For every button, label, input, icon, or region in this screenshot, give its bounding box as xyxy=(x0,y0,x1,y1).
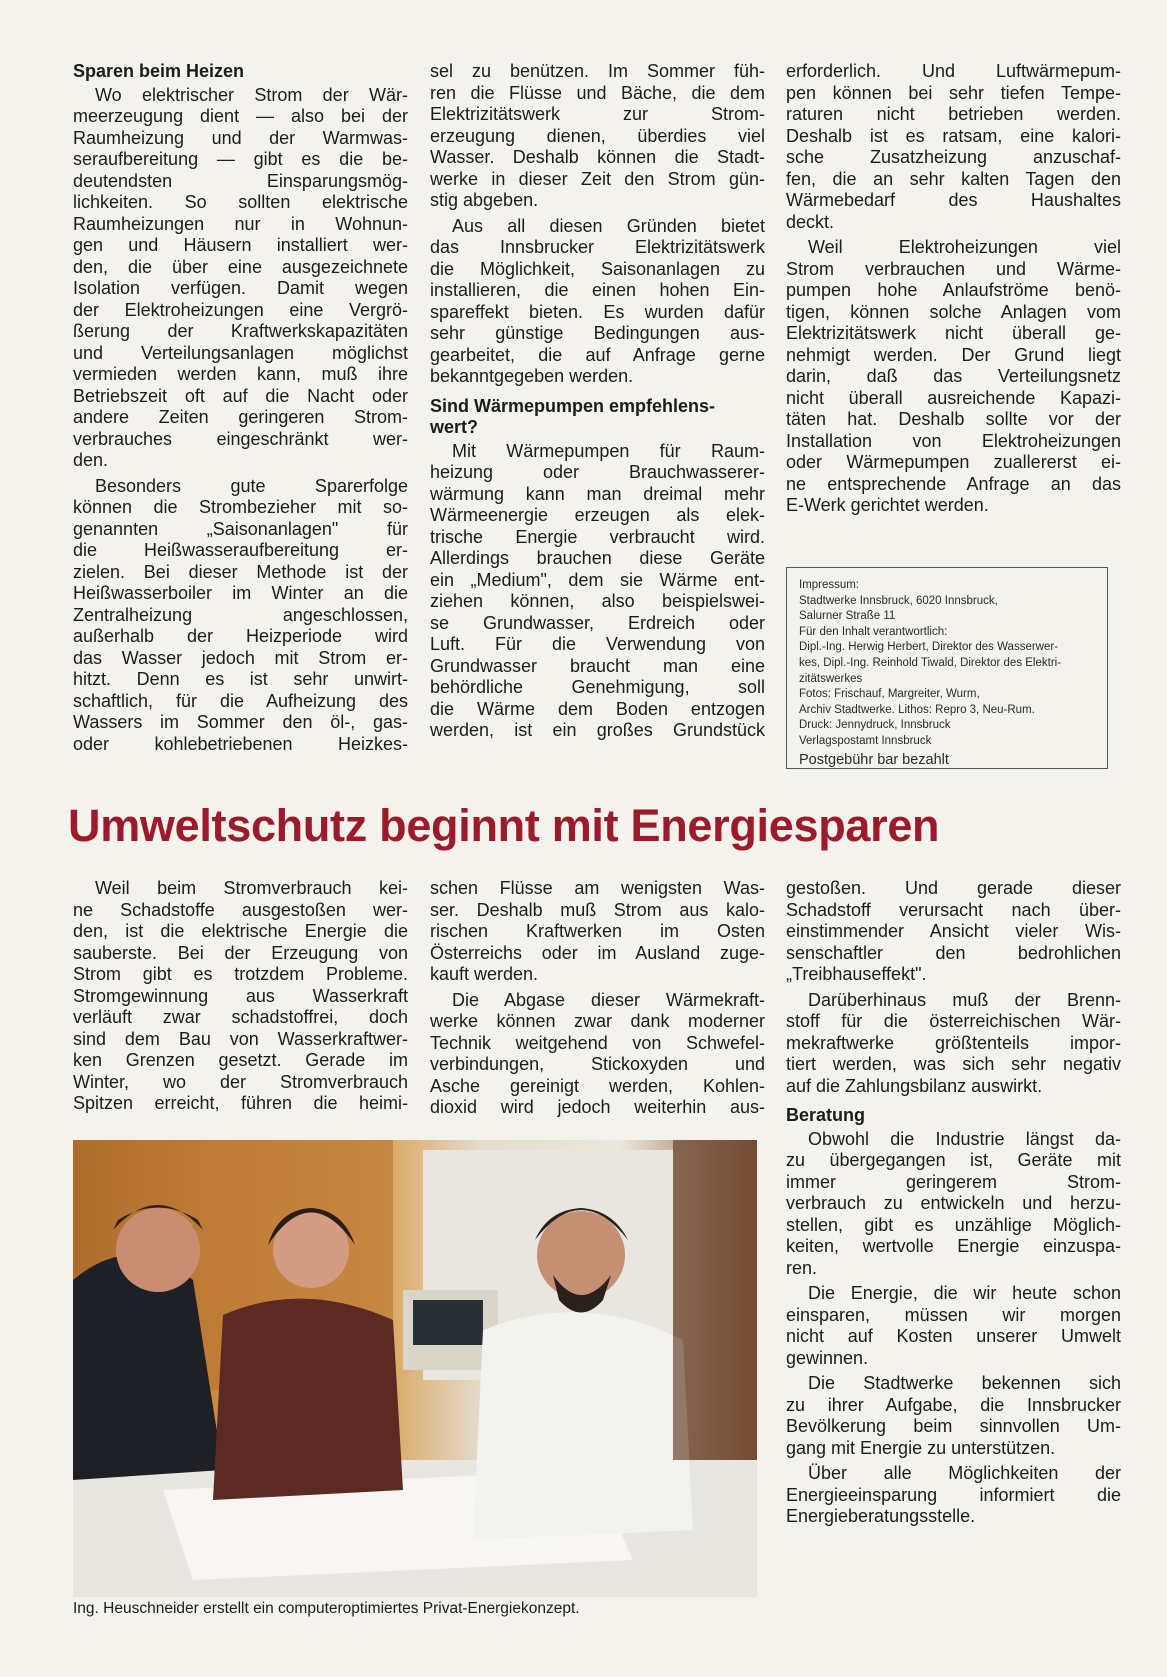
text-line: keiten, wertvolle Energie einzuspa- xyxy=(786,1236,1121,1256)
text-line: gang mit Energie zu unterstützen. xyxy=(786,1437,1056,1458)
paragraph xyxy=(73,476,408,756)
text-line: Luft. Für die Verwendung von xyxy=(430,634,765,654)
text-line: gestoßen. Und gerade dieser xyxy=(786,878,1121,898)
text-line: Spitzen erreicht, führen die heimi- xyxy=(73,1093,408,1113)
impressum-line: Salurner Straße 11 xyxy=(799,610,896,623)
text-line: trische Energie verbraucht wird. xyxy=(430,526,765,547)
article-column-4 xyxy=(73,878,408,1119)
text-line: Mit Wärmepumpen für Raum- xyxy=(452,440,765,461)
text-line: deckt. xyxy=(786,211,835,232)
article-column-3 xyxy=(786,61,1121,521)
text-line: Wassers im Sommer den öl-, gas- xyxy=(73,712,408,732)
text-line: den, ist die elektrische Energie die xyxy=(73,921,408,941)
text-line: stoff für die österreichischen Wär- xyxy=(786,1011,1121,1031)
text-line: ken Grenzen gesetzt. Gerade im xyxy=(73,1050,408,1070)
text-line: werke in dieser Zeit den Strom gün- xyxy=(430,168,765,189)
text-line: Raumheizungen nur in Wohnun- xyxy=(73,213,408,234)
text-line: Sind Wärmepumpen empfehlens- xyxy=(430,395,716,416)
text-line: mekraftwerke größtenteils impor- xyxy=(786,1032,1121,1053)
text-line: die Heißwasseraufbereitung er- xyxy=(73,540,408,560)
text-line: täten hat. Deshalb sollte vor der xyxy=(786,409,1121,429)
paragraph xyxy=(73,878,408,1115)
text-line: verläuft zwar schadstoffrei, doch xyxy=(73,1007,408,1027)
impressum-line: Archiv Stadtwerke. Lithos: Repro 3, Neu-Rum. xyxy=(799,703,1035,716)
postage-note: Postgebühr bar bezahlt xyxy=(799,751,949,768)
text-line: ne Schadstoffe ausgestoßen wer- xyxy=(73,899,408,920)
text-line: Sparen beim Heizen xyxy=(73,61,245,81)
text-line: das Wasser jedoch mit Strom er- xyxy=(73,647,408,668)
text-line: Isolation verfügen. Damit wegen xyxy=(73,278,408,298)
text-line: Strom verbrauchen und Wärme- xyxy=(786,258,1121,279)
impressum-line: Fotos: Frischauf, Margreiter, Wurm, xyxy=(799,688,980,701)
text-line: ren. xyxy=(786,1257,818,1278)
text-line: Wärmebedarf des Haushaltes xyxy=(786,190,1121,210)
text-line: Elektrizitätswerk zur Strom- xyxy=(430,104,765,124)
text-line: Besonders gute Sparerfolge xyxy=(95,475,408,496)
text-line: nehmigt werden. Der Grund liegt xyxy=(786,344,1121,365)
impressum-line: Impressum: xyxy=(799,579,860,591)
text-line: außerhalb der Heizperiode wird xyxy=(73,626,408,646)
text-line: Über alle Möglichkeiten der xyxy=(808,1463,1121,1483)
text-line: heizung oder Brauchwasserer- xyxy=(430,462,765,482)
text-line: Energieeinsparung informiert die xyxy=(786,1484,1121,1505)
section-heading xyxy=(430,396,765,439)
text-line: se Grundwasser, Erdreich oder xyxy=(430,612,765,633)
paragraph xyxy=(430,216,765,388)
text-line: Obwohl die Industrie längst da- xyxy=(808,1128,1121,1149)
text-line: darin, daß das Verteilungsnetz xyxy=(786,366,1121,386)
photo-caption: Ing. Heuschneider erstellt ein computeroptimiertes Privat-Energiekonzept. xyxy=(73,1600,580,1617)
text-line: vermieden werden kann, muß ihre xyxy=(73,364,408,384)
text-line: Betriebszeit oft auf die Nacht oder xyxy=(73,385,408,406)
text-line: deutendsten Einsparungsmög- xyxy=(73,170,408,191)
text-line: die Möglichkeit, Saisonanlagen zu xyxy=(430,258,765,279)
text-line: pumpen hohe Anlaufströme benö- xyxy=(786,280,1121,300)
text-line: sind dem Bau von Wasserkraftwer- xyxy=(73,1028,408,1049)
text-line: Asche gereinigt werden, Kohlen- xyxy=(430,1075,765,1096)
text-line: wärmung kann man dreimal mehr xyxy=(430,483,765,504)
text-line: die Wärme dem Boden entzogen xyxy=(430,698,765,719)
text-line: werden, ist ein großes Grundstück xyxy=(430,720,765,740)
paragraph xyxy=(786,1373,1121,1459)
text-line: zu ihrer Aufgabe, die Innsbrucker xyxy=(786,1394,1121,1415)
text-line: schen Flüsse am wenigsten Was- xyxy=(430,878,765,898)
text-line: bekanntgegeben werden. xyxy=(430,366,634,386)
text-line: andere Zeiten geringeren Strom- xyxy=(73,407,408,427)
text-line: ser. Deshalb muß Strom aus kalo- xyxy=(430,899,765,920)
text-line: spareffekt bieten. Es wurden dafür xyxy=(430,301,765,322)
text-line: erforderlich. Und Luftwärmepum- xyxy=(786,61,1121,81)
paragraph xyxy=(430,990,765,1119)
text-line: ziehen können, also beispielswei- xyxy=(430,591,765,611)
paragraph xyxy=(430,61,765,212)
text-line: Wo elektrischer Strom der Wär- xyxy=(95,84,408,105)
text-line: immer geringerem Strom- xyxy=(786,1171,1121,1192)
text-line: ßerung der Kraftwerkskapazitäten xyxy=(73,321,408,341)
text-line: Installation von Elektroheizungen xyxy=(786,430,1121,451)
text-line: Raumheizung und der Warmwas- xyxy=(73,127,408,148)
article-column-6 xyxy=(786,878,1121,1532)
text-line: einstimmender Ansicht vieler Wis- xyxy=(786,921,1121,941)
text-line: werke können zwar dank moderner xyxy=(430,1011,765,1031)
paragraph xyxy=(786,61,1121,233)
text-line: oder kohlebetriebenen Heizkes- xyxy=(73,733,408,754)
text-line: gewinnen. xyxy=(786,1347,869,1368)
text-line: Allerdings brauchen diese Geräte xyxy=(430,548,765,568)
text-line: seraufbereitung — gibt es die be- xyxy=(73,149,408,169)
impressum-line: Druck: Jennydruck, Innsbruck xyxy=(799,719,951,732)
text-line: Weil Elektroheizungen viel xyxy=(808,237,1121,257)
paragraph xyxy=(430,878,765,986)
text-line: tigen, können solche Anlagen vom xyxy=(786,301,1121,322)
text-line: Winter, wo der Stromverbrauch xyxy=(73,1071,408,1092)
text-line: das Innsbrucker Elektrizitätswerk xyxy=(430,237,765,257)
section-heading xyxy=(786,1105,1121,1127)
text-line: Die Stadtwerke bekennen sich xyxy=(808,1373,1121,1393)
text-line: Die Abgase dieser Wärmekraft- xyxy=(452,989,765,1010)
impressum-line: zitätswerkes xyxy=(799,672,863,685)
impressum-lines xyxy=(799,578,1095,750)
text-line: Grundwasser braucht man eine xyxy=(430,655,765,676)
text-line: stig abgeben. xyxy=(430,190,539,210)
impressum-line: kes, Dipl.-Ing. Reinhold Tiwald, Direktor des Elektri- xyxy=(799,656,1062,669)
text-line: ne entsprechende Anfrage an das xyxy=(786,473,1121,494)
text-line: Darüberhinaus muß der Brenn- xyxy=(808,989,1121,1010)
text-line: lichkeiten. So sollten elektrische xyxy=(73,192,408,212)
text-line: Beratung xyxy=(786,1105,866,1125)
paragraph xyxy=(73,85,408,472)
text-line: dioxid wird jedoch weiterhin aus- xyxy=(430,1097,765,1117)
text-line: rischen Kraftwerken im Osten xyxy=(430,921,765,941)
text-line: raturen nicht betrieben werden. xyxy=(786,104,1121,124)
impressum-box xyxy=(786,567,1108,769)
text-line: gearbeitet, die auf Anfrage gerne xyxy=(430,344,765,365)
text-line: gen und Häusern installiert wer- xyxy=(73,235,408,255)
text-line: auf die Zahlungsbilanz auswirkt. xyxy=(786,1075,1043,1096)
text-line: sehr günstige Bedingungen aus- xyxy=(430,323,765,343)
paragraph xyxy=(786,1463,1121,1528)
text-line: senschaftler den bedrohlichen xyxy=(786,942,1121,963)
text-line: hitzt. Denn es ist sehr unwirt- xyxy=(73,669,408,689)
text-line: den, die über eine ausgezeichnete xyxy=(73,256,408,277)
text-line: sel zu benützen. Im Sommer füh- xyxy=(430,61,765,81)
paragraph xyxy=(786,1283,1121,1369)
text-line: behördliche Genehmigung, soll xyxy=(430,677,765,697)
text-line: verbindungen, Stickoxyden und xyxy=(430,1054,765,1074)
text-line: wert? xyxy=(430,417,479,437)
text-line: können die Strombezieher mit so- xyxy=(73,497,408,517)
text-line: oder Wärmepumpen zuallererst ei- xyxy=(786,452,1121,472)
text-line: Stromgewinnung aus Wasserkraft xyxy=(73,985,408,1006)
text-line: genannten „Saisonanlagen" für xyxy=(73,518,408,539)
text-line: Die Energie, die wir heute schon xyxy=(808,1283,1121,1303)
paragraph xyxy=(786,1129,1121,1280)
text-line: kauft werden. xyxy=(430,964,539,984)
text-line: Aus all diesen Gründen bietet xyxy=(452,215,765,236)
impressum-line: Für den Inhalt verantwortlich: xyxy=(799,625,948,638)
text-line: Schadstoff verursacht nach über- xyxy=(786,899,1121,920)
impressum-line: Stadtwerke Innsbruck, 6020 Innsbruck, xyxy=(799,594,998,607)
text-line: zu übergegangen ist, Geräte mit xyxy=(786,1150,1121,1170)
text-line: sauberste. Bei der Erzeugung von xyxy=(73,942,408,963)
text-line: nicht überall ausreichende Kapazi- xyxy=(786,387,1121,408)
text-line: Technik weitgehend von Schwefel- xyxy=(430,1032,765,1053)
text-line: Wasser. Deshalb können die Stadt- xyxy=(430,147,765,167)
paragraph xyxy=(786,237,1121,517)
paragraph xyxy=(786,990,1121,1098)
text-line: Zentralheizung angeschlossen, xyxy=(73,604,408,625)
text-line: der Elektroheizungen eine Vergrö- xyxy=(73,299,408,320)
text-line: tiert werden, was sich sehr negativ xyxy=(786,1054,1121,1074)
text-line: pen können bei sehr tiefen Tempe- xyxy=(786,82,1121,103)
text-line: fen, die an sehr kalten Tagen den xyxy=(786,168,1121,189)
text-line: schaftlich, für die Aufheizung des xyxy=(73,690,408,711)
text-line: installieren, die einen hohen Ein- xyxy=(430,280,765,300)
photo-illustration xyxy=(73,1140,757,1597)
text-line: Weil beim Stromverbrauch kei- xyxy=(95,878,408,898)
text-line: zielen. Bei dieser Methode ist der xyxy=(73,561,408,582)
text-line: Heißwasserboiler im Winter an die xyxy=(73,583,408,603)
article-column-5 xyxy=(430,878,765,1123)
text-line: meerzeugung dient — also bei der xyxy=(73,106,408,126)
headline: Umweltschutz beginnt mit Energiesparen xyxy=(68,800,940,851)
text-line: stellen, gibt es unzählige Möglich- xyxy=(786,1214,1121,1235)
text-line: einsparen, müssen wir morgen xyxy=(786,1304,1121,1325)
impressum-line: Verlagspostamt Innsbruck xyxy=(799,734,932,747)
text-line: Elektrizitätswerk nicht überall ge- xyxy=(786,323,1121,343)
text-line: „Treibhauseffekt". xyxy=(786,964,927,984)
text-line: sche Zusatzheizung anzuschaf- xyxy=(786,147,1121,167)
impressum-line: Dipl.-Ing. Herwig Herbert, Direktor des Wasserwer- xyxy=(799,641,1059,654)
paragraph xyxy=(786,878,1121,986)
text-line: und Verteilungsanlagen möglichst xyxy=(73,342,408,363)
text-line: Deshalb ist es ratsam, eine kalori- xyxy=(786,125,1121,146)
text-line: Strom gibt es trotzdem Probleme. xyxy=(73,964,408,984)
text-line: ein „Medium", dem sie Wärme ent- xyxy=(430,569,765,590)
text-line: Österreichs oder im Ausland zuge- xyxy=(430,942,765,963)
article-column-2 xyxy=(430,61,765,746)
text-line: den. xyxy=(73,450,109,470)
text-line: verbrauches eingeschränkt wer- xyxy=(73,428,408,449)
section-heading xyxy=(73,61,408,83)
text-line: Energieberatungsstelle. xyxy=(786,1506,976,1526)
text-line: nicht auf Kosten unserer Umwelt xyxy=(786,1326,1121,1346)
text-line: ren die Flüsse und Bäche, die dem xyxy=(430,82,765,103)
text-line: Bevölkerung beim sinnvollen Um- xyxy=(786,1416,1121,1436)
office-meeting-photo xyxy=(73,1140,757,1597)
article-column-1 xyxy=(73,61,408,759)
text-line: erzeugung dienen, überdies viel xyxy=(430,125,765,146)
text-line: Wärmeenergie erzeugen als elek- xyxy=(430,505,765,525)
text-line: verbrauch zu entwickeln und herzu- xyxy=(786,1193,1121,1213)
text-line: E-Werk gerichtet werden. xyxy=(786,495,989,515)
paragraph xyxy=(430,441,765,742)
